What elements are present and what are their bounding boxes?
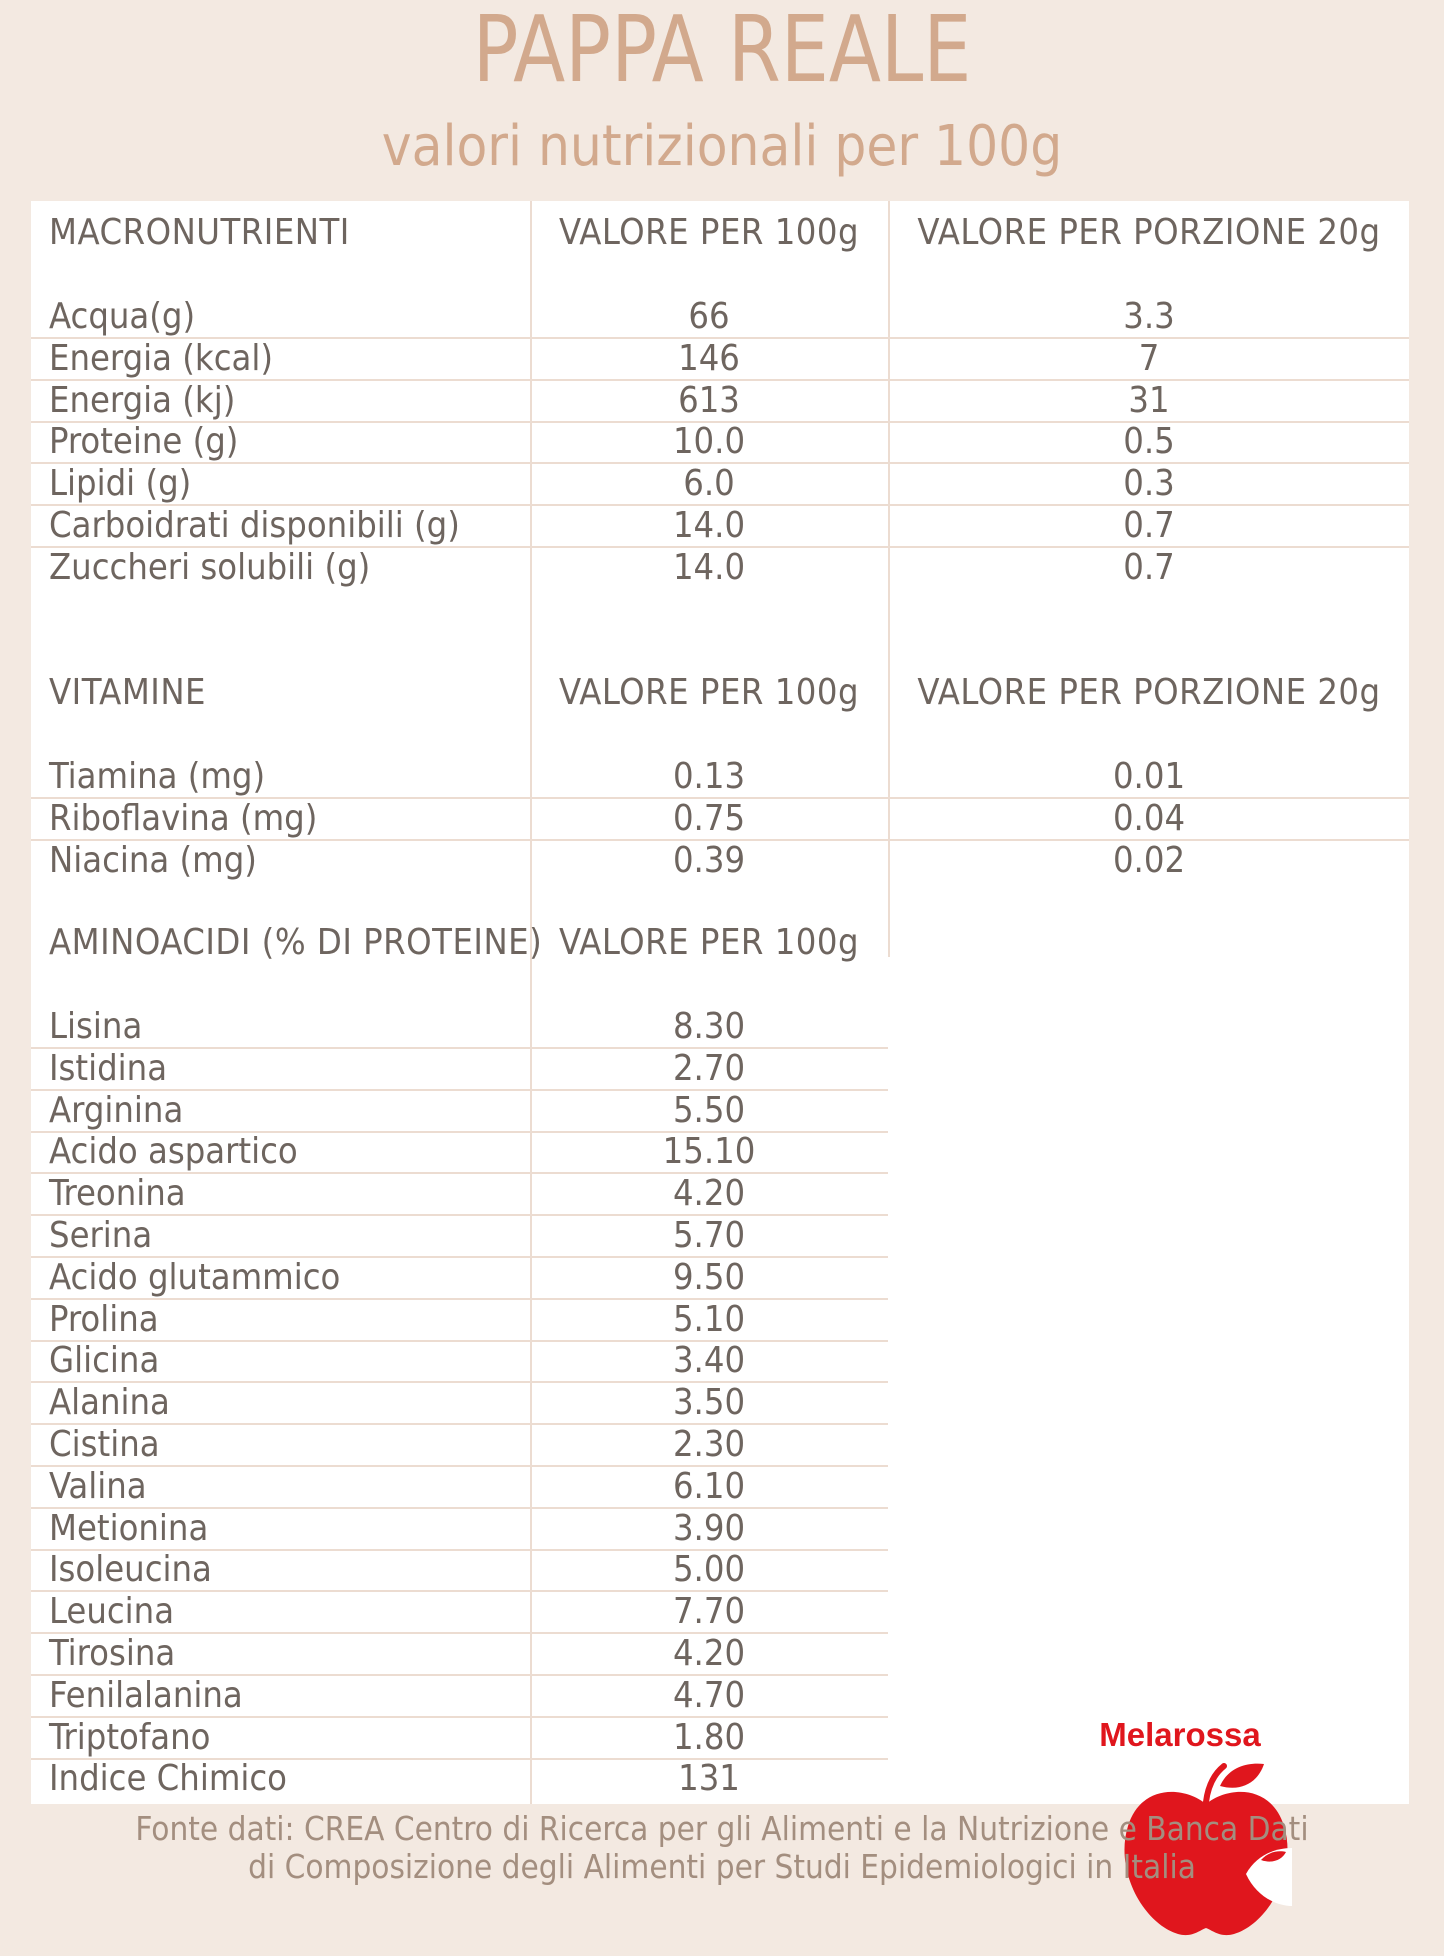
source-line: Fonte dati: CREA Centro di Ricerca per gli Alimenti e la Nutrizione e Banca Dati xyxy=(135,1809,1309,1848)
row-value: 0.5 xyxy=(1123,421,1175,463)
row-label: Cistina xyxy=(49,1424,160,1465)
row-label: Zuccheri solubili (g) xyxy=(49,546,371,588)
column-header: VALORE PER PORZIONE 20g xyxy=(917,672,1381,713)
row-value: 0.7 xyxy=(1123,546,1175,588)
row-value: 3.40 xyxy=(672,1340,746,1382)
row-value: 5.10 xyxy=(672,1298,746,1340)
row-value: 0.02 xyxy=(1112,839,1186,881)
row-label: Glicina xyxy=(49,1340,160,1382)
column-header: AMINOACIDI (% DI PROTEINE) xyxy=(49,922,543,963)
page-title: PAPPA REALE xyxy=(472,0,972,103)
row-value: 2.70 xyxy=(672,1047,746,1089)
column-header: VALORE PER PORZIONE 20g xyxy=(917,212,1381,253)
row-label: Energia (kcal) xyxy=(49,337,273,379)
row-label: Alanina xyxy=(49,1382,170,1424)
row-value: 14.0 xyxy=(672,546,746,588)
brand-name: Melarossa xyxy=(1099,1716,1261,1753)
row-value: 4.20 xyxy=(672,1173,746,1215)
row-value: 66 xyxy=(688,296,730,337)
row-label: Niacina (mg) xyxy=(49,839,257,881)
row-value: 5.50 xyxy=(672,1089,746,1131)
row-label: Riboflavina (mg) xyxy=(49,797,318,839)
row-label: Fenilalanina xyxy=(49,1674,243,1716)
row-value: 6.10 xyxy=(672,1465,746,1507)
row-label: Tirosina xyxy=(49,1633,176,1674)
row-label: Indice Chimico xyxy=(49,1758,287,1800)
row-value: 2.30 xyxy=(672,1424,746,1465)
row-value: 1.80 xyxy=(672,1716,746,1758)
source-note xyxy=(0,1810,1444,1886)
row-label: Tiamina (mg) xyxy=(49,756,266,797)
row-value: 7.70 xyxy=(672,1591,746,1633)
row-value: 3.3 xyxy=(1123,296,1175,337)
row-label: Isoleucina xyxy=(49,1549,212,1591)
row-value: 613 xyxy=(678,379,740,421)
column-header: VALORE PER 100g xyxy=(558,672,860,713)
row-label: Arginina xyxy=(49,1089,184,1131)
row-label: Acqua(g) xyxy=(49,296,196,337)
row-value: 10.0 xyxy=(672,421,746,463)
column-header: MACRONUTRIENTI xyxy=(49,212,350,253)
row-label: Energia (kj) xyxy=(49,379,236,421)
row-label: Leucina xyxy=(49,1591,175,1633)
row-label: Proteine (g) xyxy=(49,421,239,463)
row-value: 0.04 xyxy=(1112,797,1186,839)
row-value: 4.70 xyxy=(672,1674,746,1716)
row-value: 4.20 xyxy=(672,1633,746,1674)
row-value: 3.50 xyxy=(672,1382,746,1424)
row-label: Serina xyxy=(49,1215,153,1256)
row-value: 3.90 xyxy=(672,1507,746,1549)
row-value: 9.50 xyxy=(672,1256,746,1298)
row-label: Metionina xyxy=(49,1507,209,1549)
row-label: Acido glutammico xyxy=(49,1256,341,1298)
row-value: 5.70 xyxy=(672,1215,746,1256)
row-value: 146 xyxy=(678,337,740,379)
row-label: Triptofano xyxy=(49,1716,211,1758)
column-header: VALORE PER 100g xyxy=(558,212,860,253)
row-value: 0.75 xyxy=(672,797,746,839)
row-value: 0.39 xyxy=(672,839,746,881)
row-label: Valina xyxy=(49,1465,147,1507)
page-subtitle: valori nutrizionali per 100g xyxy=(381,114,1063,179)
row-label: Carboidrati disponibili (g) xyxy=(49,505,460,546)
source-line: di Composizione degli Alimenti per Studi Epidemiologici in Italia xyxy=(248,1847,1196,1886)
row-label: Lipidi (g) xyxy=(49,463,192,505)
row-value: 15.10 xyxy=(662,1131,756,1173)
row-value: 131 xyxy=(678,1758,740,1800)
row-value: 5.00 xyxy=(672,1549,746,1591)
row-value: 0.13 xyxy=(672,756,746,797)
row-value: 14.0 xyxy=(672,505,746,546)
row-label: Prolina xyxy=(49,1298,159,1340)
nutrition-table xyxy=(31,201,1409,1804)
column-header: VITAMINE xyxy=(49,672,206,713)
row-value: 0.3 xyxy=(1123,463,1175,505)
row-label: Lisina xyxy=(49,1006,143,1047)
row-value: 8.30 xyxy=(672,1006,746,1047)
row-value: 0.01 xyxy=(1112,756,1186,797)
row-value: 7 xyxy=(1138,337,1160,379)
row-label: Acido aspartico xyxy=(49,1131,298,1173)
row-value: 0.7 xyxy=(1123,505,1175,546)
column-header: VALORE PER 100g xyxy=(558,922,860,963)
row-value: 6.0 xyxy=(683,463,735,505)
row-label: Treonina xyxy=(49,1173,186,1215)
row-label: Istidina xyxy=(49,1047,168,1089)
row-value: 31 xyxy=(1128,379,1170,421)
